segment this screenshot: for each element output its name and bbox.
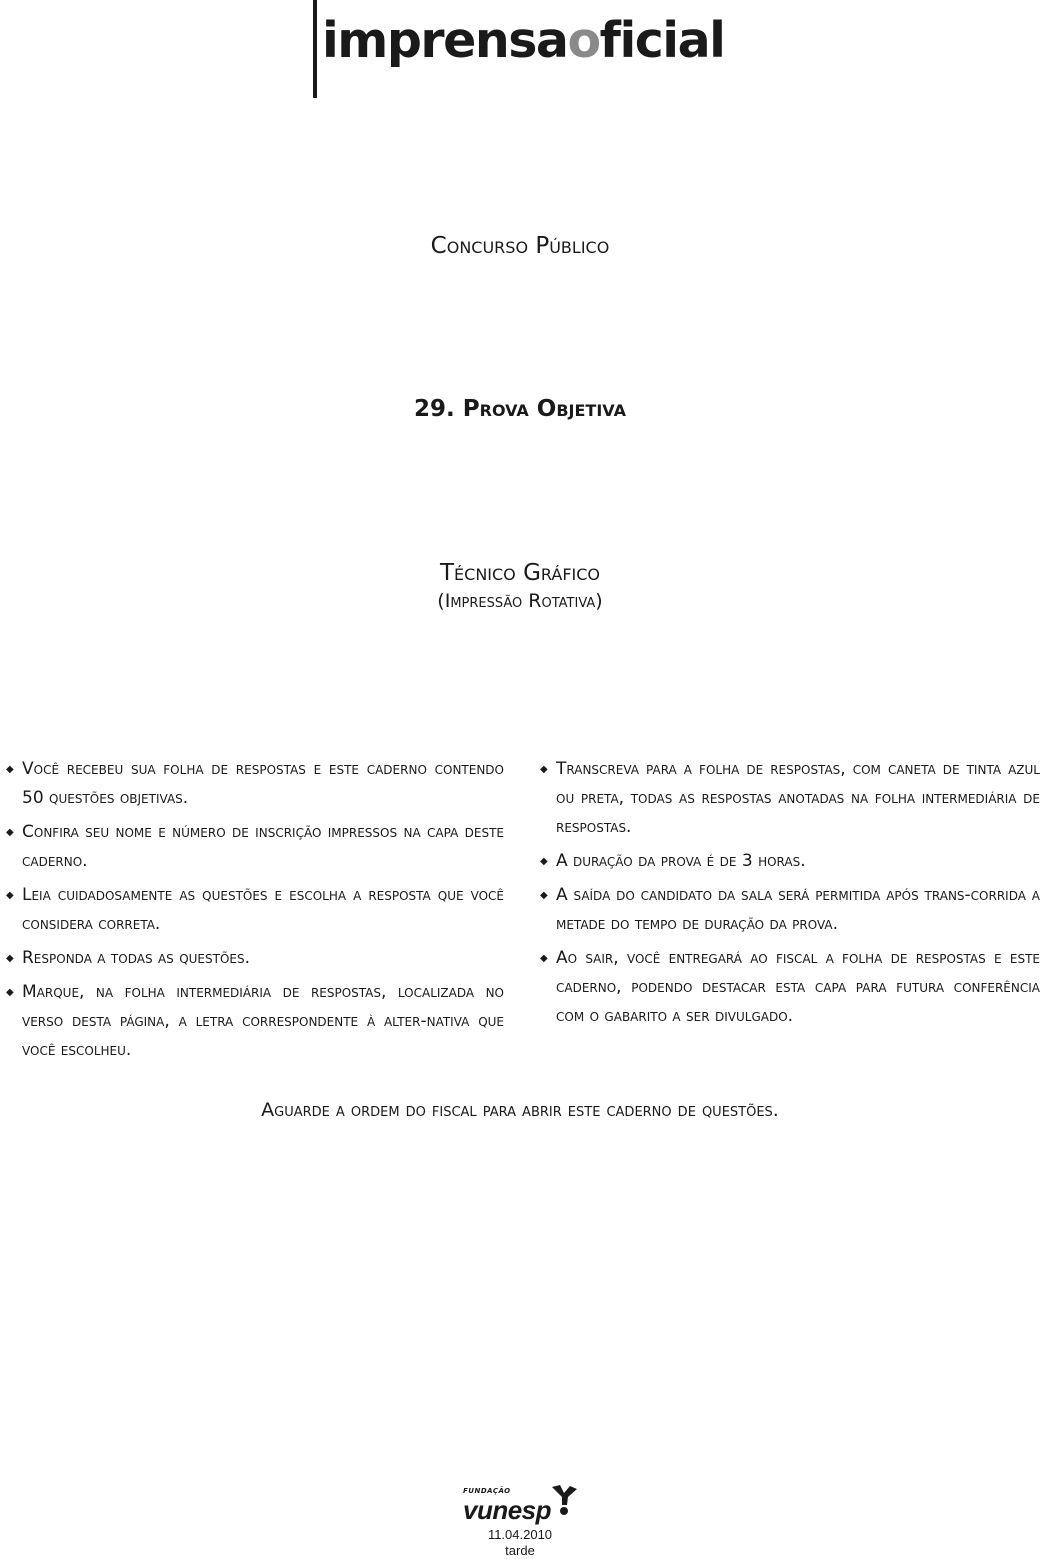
instruction-item bbox=[6, 818, 504, 876]
instruction-text: Transcreva para a folha de respostas, com caneta de tinta azul ou preta, todas as respostas anotadas na folha intermediária de respostas. bbox=[556, 759, 1040, 837]
instruction-item bbox=[6, 944, 504, 973]
instruction-item bbox=[540, 944, 1040, 1031]
aguarde-notice: Aguarde a ordem do fiscal para abrir este caderno de questões. bbox=[261, 1099, 779, 1121]
imprensa-oficial-logo bbox=[322, 12, 725, 69]
instruction-item bbox=[540, 847, 1040, 876]
instruction-text: A saída do candidato da sala será permitida após trans-corrida a metade do tempo de duração da prova. bbox=[556, 885, 1040, 934]
instruction-text: Responda a todas as questões. bbox=[22, 948, 250, 968]
diamond-bullet-icon: ◆ bbox=[6, 890, 14, 901]
logo-text-1: imprensa bbox=[322, 12, 568, 69]
instruction-text: Você recebeu sua folha de respostas e este caderno contendo 50 questões objetivas. bbox=[22, 759, 504, 808]
diamond-bullet-icon: ◆ bbox=[6, 827, 14, 838]
instruction-item bbox=[540, 755, 1040, 842]
exam-date: 11.04.2010 bbox=[487, 1527, 553, 1542]
fundacao-label: FUNDAÇÃO bbox=[463, 1487, 511, 1495]
instructions-right bbox=[540, 755, 1040, 1036]
logo-text-3: ficial bbox=[599, 12, 725, 69]
diamond-bullet-icon: ◆ bbox=[6, 953, 14, 964]
concurso-title: Concurso Público bbox=[430, 233, 610, 259]
prova-title: 29. Prova Objetiva bbox=[414, 396, 626, 422]
diamond-bullet-icon: ◆ bbox=[540, 953, 548, 964]
diamond-bullet-icon: ◆ bbox=[6, 987, 14, 998]
instruction-text: Confira seu nome e número de inscrição impressos na capa deste caderno. bbox=[22, 822, 504, 871]
diamond-bullet-icon: ◆ bbox=[540, 764, 548, 775]
logo-divider bbox=[313, 0, 317, 98]
vunesp-logo: vunesp bbox=[463, 1495, 552, 1525]
diamond-bullet-icon: ◆ bbox=[540, 890, 548, 901]
cargo-title: Técnico Gráfico bbox=[439, 560, 601, 586]
instruction-item bbox=[6, 881, 504, 939]
instruction-text: Ao sair, você entregará ao fiscal a folha de respostas e este caderno, podendo destacar esta capa para futura conferência com o gabarito a ser divulgado. bbox=[556, 948, 1040, 1026]
logo-text-2: o bbox=[567, 12, 600, 69]
cargo-subtitle: (Impressão Rotativa) bbox=[437, 590, 603, 612]
instruction-text: A duração da prova é de 3 horas. bbox=[556, 851, 806, 871]
diamond-bullet-icon: ◆ bbox=[540, 856, 548, 867]
exam-period: tarde bbox=[505, 1543, 535, 1558]
instructions-left bbox=[6, 755, 504, 1070]
diamond-bullet-icon: ◆ bbox=[6, 764, 14, 775]
instruction-item bbox=[540, 881, 1040, 939]
vunesp-emblem-icon bbox=[550, 1483, 578, 1517]
instruction-item bbox=[6, 978, 504, 1065]
instruction-text: Leia cuidadosamente as questões e escolha a resposta que você considera correta. bbox=[22, 885, 504, 934]
instruction-item bbox=[6, 755, 504, 813]
instruction-text: Marque, na folha intermediária de respostas, localizada no verso desta página, a letra correspondente à alter-nativa que você escolheu. bbox=[22, 982, 504, 1060]
